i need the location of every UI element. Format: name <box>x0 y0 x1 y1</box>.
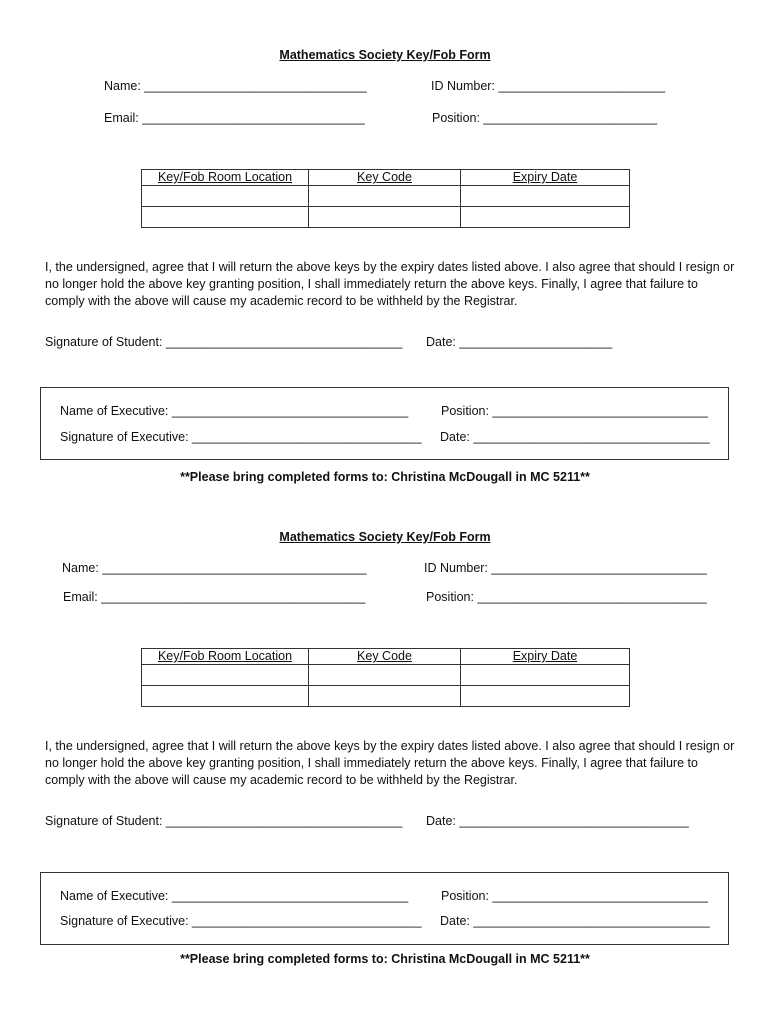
key-table <box>141 648 630 707</box>
executive-position-field[interactable]: Position: _______________________________ <box>441 404 708 418</box>
name-field[interactable]: Name: ________________________________ <box>104 79 367 93</box>
executive-box <box>40 387 729 460</box>
position-field[interactable]: Position: _________________________ <box>432 111 658 125</box>
table-cell[interactable] <box>142 686 309 707</box>
table-cell[interactable] <box>142 665 309 686</box>
table-row <box>142 207 630 228</box>
table-cell[interactable] <box>309 665 461 686</box>
key-table <box>141 169 630 228</box>
table-cell[interactable] <box>309 207 461 228</box>
name-field[interactable]: Name: ______________________________________ <box>62 561 367 575</box>
table-row <box>142 186 630 207</box>
executive-position-field[interactable]: Position: _______________________________ <box>441 889 708 903</box>
id-number-field[interactable]: ID Number: ________________________ <box>431 79 666 93</box>
table-cell[interactable] <box>461 665 630 686</box>
student-signature-field[interactable]: Signature of Student: __________________________________ <box>45 335 403 349</box>
student-signature-field[interactable]: Signature of Student: __________________________________ <box>45 814 403 828</box>
form-title: Mathematics Society Key/Fob Form <box>279 530 491 544</box>
column-header-key-code: Key Code <box>309 170 461 186</box>
student-date-field[interactable]: Date: ______________________ <box>426 335 613 349</box>
table-cell[interactable] <box>309 686 461 707</box>
delivery-note: **Please bring completed forms to: Christina McDougall in MC 5211** <box>180 952 590 966</box>
email-field[interactable]: Email: ______________________________________ <box>63 590 366 604</box>
student-date-field[interactable]: Date: _________________________________ <box>426 814 689 828</box>
column-header-expiry-date: Expiry Date <box>461 170 630 186</box>
table-cell[interactable] <box>461 686 630 707</box>
position-field[interactable]: Position: _________________________________ <box>426 590 707 604</box>
table-header-row <box>142 649 630 665</box>
column-header-expiry-date: Expiry Date <box>461 649 630 665</box>
agreement-text: I, the undersigned, agree that I will return the above keys by the expiry dates listed above. I also agree that should I resign or no longer hold the above key granting position, I shall immediately return the above keys. Finally, I agree that failure to comply with the above will cause my academic record to be withheld by the Registrar. <box>45 260 735 308</box>
executive-name-field[interactable]: Name of Executive: __________________________________ <box>60 889 409 903</box>
column-header-location: Key/Fob Room Location <box>142 170 309 186</box>
table-row <box>142 665 630 686</box>
table-row <box>142 686 630 707</box>
delivery-note: **Please bring completed forms to: Christina McDougall in MC 5211** <box>180 470 590 484</box>
table-cell[interactable] <box>142 207 309 228</box>
column-header-key-code: Key Code <box>309 649 461 665</box>
id-number-field[interactable]: ID Number: _______________________________ <box>424 561 707 575</box>
table-cell[interactable] <box>461 207 630 228</box>
table-header-row <box>142 170 630 186</box>
executive-signature-field[interactable]: Signature of Executive: _________________________________ <box>60 430 422 444</box>
table-cell[interactable] <box>461 186 630 207</box>
email-field[interactable]: Email: ________________________________ <box>104 111 365 125</box>
table-cell[interactable] <box>309 186 461 207</box>
agreement-text: I, the undersigned, agree that I will return the above keys by the expiry dates listed above. I also agree that should I resign or no longer hold the above key granting position, I shall immediately return the above keys. Finally, I agree that failure to comply with the above will cause my academic record to be withheld by the Registrar. <box>45 739 735 787</box>
executive-box <box>40 872 729 945</box>
executive-name-field[interactable]: Name of Executive: __________________________________ <box>60 404 409 418</box>
column-header-location: Key/Fob Room Location <box>142 649 309 665</box>
table-cell[interactable] <box>142 186 309 207</box>
form-title: Mathematics Society Key/Fob Form <box>279 48 491 62</box>
executive-date-field[interactable]: Date: __________________________________ <box>440 430 710 444</box>
executive-signature-field[interactable]: Signature of Executive: _________________________________ <box>60 914 422 928</box>
executive-date-field[interactable]: Date: __________________________________ <box>440 914 710 928</box>
